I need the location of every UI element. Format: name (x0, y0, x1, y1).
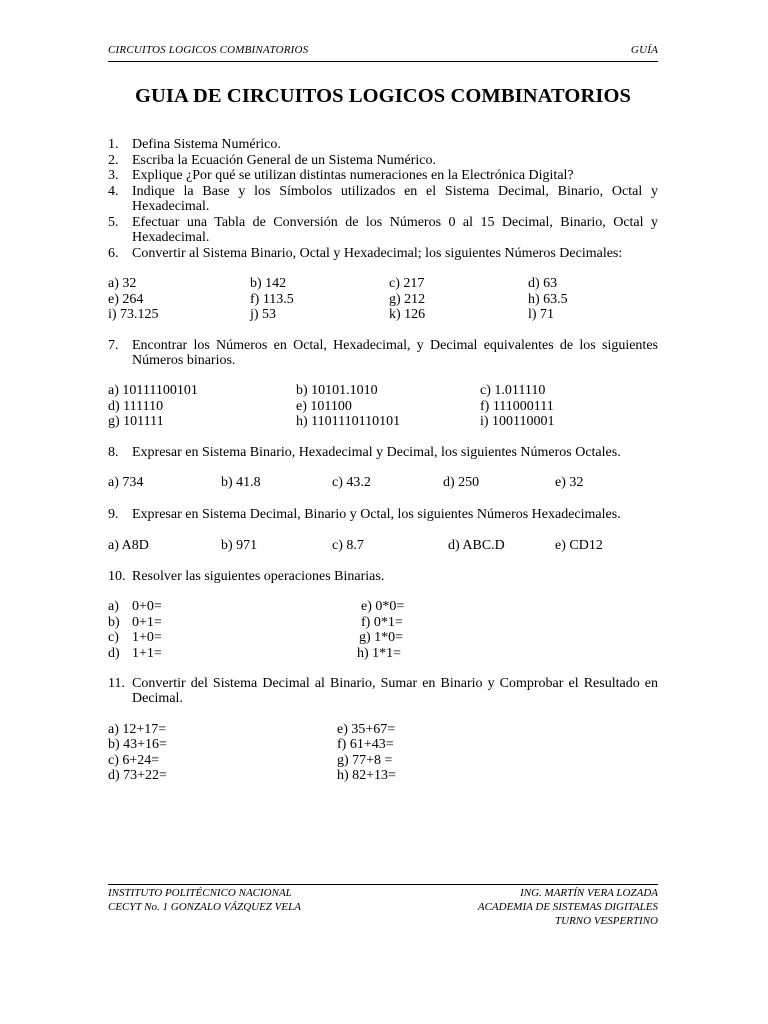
q8-item: b) 41.8 (221, 475, 261, 490)
q7-item: f) 111000111 (480, 398, 554, 414)
q10-letter: a) (108, 599, 119, 614)
header-right: GUÍA (630, 44, 658, 56)
q7-row (108, 414, 668, 430)
q6-row (108, 307, 668, 323)
question-9 (108, 507, 658, 523)
q11-row (108, 753, 668, 769)
q6-item: a) 32 (108, 276, 137, 291)
question-1 (108, 137, 658, 153)
q10-op: 1+1= (132, 645, 162, 661)
q10-row (108, 615, 668, 631)
question-5 (108, 215, 658, 246)
q6-item: f) 113.5 (250, 291, 294, 307)
question-number: 7. (108, 337, 119, 353)
q10-row (108, 646, 668, 662)
q11-row (108, 768, 668, 784)
question-number: 2. (108, 152, 119, 168)
question-number: 9. (108, 507, 119, 522)
question-text: Escriba la Ecuación General de un Sistema Numérico. (132, 152, 436, 168)
question-text: Expresar en Sistema Binario, Hexadecimal y Decimal, los siguientes Números Octales. (132, 445, 621, 460)
footer-author: ING. MARTÍN VERA LOZADA (520, 887, 658, 899)
q10-op: e) 0*0= (361, 599, 405, 614)
question-text: Defina Sistema Numérico. (132, 137, 281, 152)
question-number: 10. (108, 568, 126, 584)
q9-item: c) 8.7 (332, 537, 364, 553)
q7-item: c) 1.011110 (480, 383, 546, 398)
question-3 (108, 168, 658, 184)
q11-item: d) 73+22= (108, 768, 167, 783)
question-text: Efectuar una Tabla de Conversión de los Números 0 al 15 Decimal, Binario, Octal y Hexadecimal. (132, 214, 658, 245)
q7-item: g) 101111 (108, 414, 164, 429)
q9-item: e) CD12 (555, 537, 603, 553)
q11-item: a) 12+17= (108, 721, 167, 737)
question-4 (108, 184, 658, 215)
q10-op: 0+1= (132, 614, 162, 630)
q11-item: e) 35+67= (337, 721, 396, 737)
q6-item: h) 63.5 (528, 291, 568, 307)
q6-item: e) 264 (108, 291, 144, 307)
header-left: CIRCUITOS LOGICOS COMBINATORIOS (108, 44, 309, 56)
q10-letter: b) (108, 614, 120, 630)
q9-item: d) ABC.D (448, 537, 505, 553)
q6-item: i) 73.125 (108, 307, 159, 322)
q7-row (108, 399, 668, 415)
footer-shift: TURNO VESPERTINO (555, 915, 658, 927)
q11-row (108, 722, 668, 738)
question-number: 11. (108, 675, 125, 691)
q6-item: g) 212 (389, 291, 426, 307)
footer-academy: ACADEMIA DE SISTEMAS DIGITALES (477, 901, 658, 913)
q8-item: e) 32 (555, 475, 584, 490)
q6-item: l) 71 (528, 307, 555, 322)
footer-institution: INSTITUTO POLITÉCNICO NACIONAL (108, 887, 292, 899)
q7-item: b) 10101.1010 (296, 383, 378, 398)
q7-item: h) 1101110110101 (296, 414, 401, 429)
question-number: 5. (108, 214, 119, 230)
q10-row (108, 599, 668, 615)
q6-item: k) 126 (389, 307, 426, 322)
q6-item: b) 142 (250, 276, 287, 291)
q10-op: 0+0= (132, 599, 162, 614)
question-number: 4. (108, 183, 119, 199)
q11-item: g) 77+8 = (337, 752, 393, 768)
q7-item: i) 100110001 (480, 414, 555, 429)
q11-item: b) 43+16= (108, 737, 167, 752)
question-text: Convertir al Sistema Binario, Octal y Hexadecimal; los siguientes Números Decimales: (132, 245, 623, 261)
question-text: Encontrar los Números en Octal, Hexadecimal, y Decimal equivalentes de los siguientes Números binarios. (132, 337, 658, 368)
q10-row (108, 630, 668, 646)
q10-op: f) 0*1= (361, 614, 403, 630)
q11-item: h) 82+13= (337, 768, 396, 783)
page-footer (108, 884, 658, 927)
q8-item: c) 43.2 (332, 475, 371, 490)
question-text: Expresar en Sistema Decimal, Binario y Octal, los siguientes Números Hexadecimales. (132, 507, 621, 522)
question-11 (108, 676, 658, 707)
page-header (108, 41, 658, 62)
q7-item: d) 111110 (108, 398, 164, 414)
footer-school: CECYT No. 1 GONZALO VÁZQUEZ VELA (108, 901, 301, 913)
q9-item: a) A8D (108, 537, 149, 553)
question-number: 3. (108, 168, 119, 183)
q7-item: e) 101100 (296, 398, 352, 414)
question-text: Resolver las siguientes operaciones Binarias. (132, 568, 385, 584)
q6-row (108, 276, 668, 292)
q8-row (108, 475, 668, 491)
q10-letter: d) (108, 645, 120, 661)
question-8 (108, 445, 658, 461)
question-text: Explique ¿Por qué se utilizan distintas numeraciones en la Electrónica Digital? (132, 168, 574, 183)
q11-row (108, 737, 668, 753)
q10-op: h) 1*1= (357, 645, 402, 661)
question-number: 1. (108, 137, 119, 152)
q10-letter: c) (108, 630, 119, 645)
q8-item: d) 250 (443, 475, 480, 490)
question-7 (108, 338, 658, 369)
q6-item: d) 63 (528, 276, 558, 291)
q8-item: a) 734 (108, 475, 144, 490)
page-title: GUIA DE CIRCUITOS LOGICOS COMBINATORIOS (134, 85, 631, 107)
q7-item: a) 10111100101 (108, 383, 198, 398)
q10-op: 1+0= (132, 630, 162, 645)
question-number: 6. (108, 245, 119, 261)
q9-item: b) 971 (221, 537, 258, 553)
q6-row (108, 292, 668, 308)
q11-item: c) 6+24= (108, 752, 160, 768)
q10-op: g) 1*0= (359, 630, 404, 645)
question-text: Convertir del Sistema Decimal al Binario, Sumar en Binario y Comprobar el Resultado en Decimal. (132, 675, 658, 706)
q11-item: f) 61+43= (337, 737, 394, 752)
q6-item: j) 53 (250, 307, 277, 322)
question-text: Indique la Base y los Símbolos utilizados en el Sistema Decimal, Binario, Octal y Hexadecimal. (132, 183, 658, 214)
q7-row (108, 383, 668, 399)
question-2 (108, 153, 658, 169)
question-6 (108, 246, 658, 262)
question-number: 8. (108, 445, 119, 460)
q6-item: c) 217 (389, 276, 425, 291)
q9-row (108, 538, 668, 554)
question-10 (108, 569, 658, 585)
